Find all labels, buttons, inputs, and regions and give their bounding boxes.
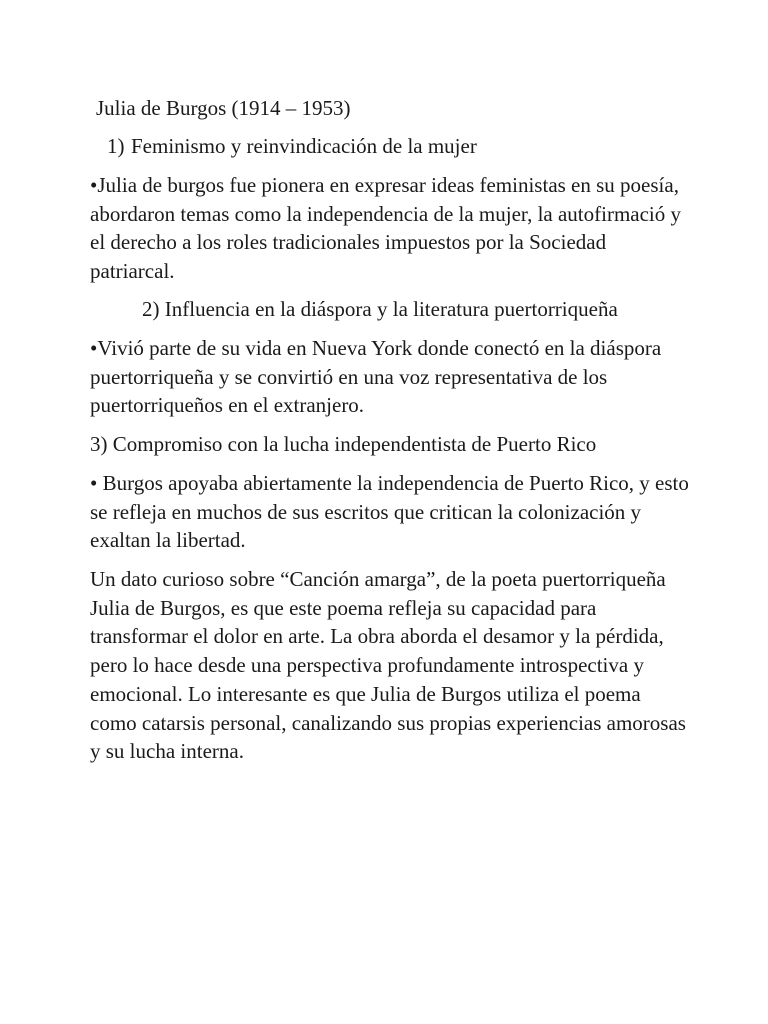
section-3-body: • Burgos apoyaba abiertamente la independencia de Puerto Rico, y esto se refleja en muchos de sus escritos que critican la colonización y exaltan la libertad. (90, 471, 689, 553)
section-2-body: •Vivió parte de su vida en Nueva York donde conectó en la diáspora puertorriqueña y se convirtió en una voz representativa de los puertorriqueños en el extranjero. (90, 336, 662, 418)
section-1-body: •Julia de burgos fue pionera en expresar ideas feministas en su poesía, abordaron temas como la independencia de la mujer, la autofirmació y el derecho a los roles tradicionales impuestos por la Sociedad patriarcal. (90, 173, 682, 284)
section-1-number: 1) (107, 134, 125, 158)
section-3-heading: 3) Compromiso con la lucha independentista de Puerto Rico (90, 432, 597, 456)
section-1-heading-text: Feminismo y reinvindicación de la mujer (131, 134, 477, 158)
section-2-heading: 2) Influencia en la diáspora y la literatura puertorriqueña (142, 297, 618, 321)
closing-paragraph: Un dato curioso sobre “Canción amarga”, de la poeta puertorriqueña Julia de Burgos, es que este poema refleja su capacidad para transformar el dolor en arte. La obra aborda el desamor y la pérdida, pero lo hace desde una perspectiva profundamente introspectiva y emocional. Lo interesante es que Julia de Burgos utiliza el poema como catarsis personal, canalizando sus propias experiencias amorosas y su lucha interna. (90, 567, 686, 764)
document-title: Julia de Burgos (1914 – 1953) (96, 96, 351, 120)
section-1-heading (107, 132, 477, 161)
